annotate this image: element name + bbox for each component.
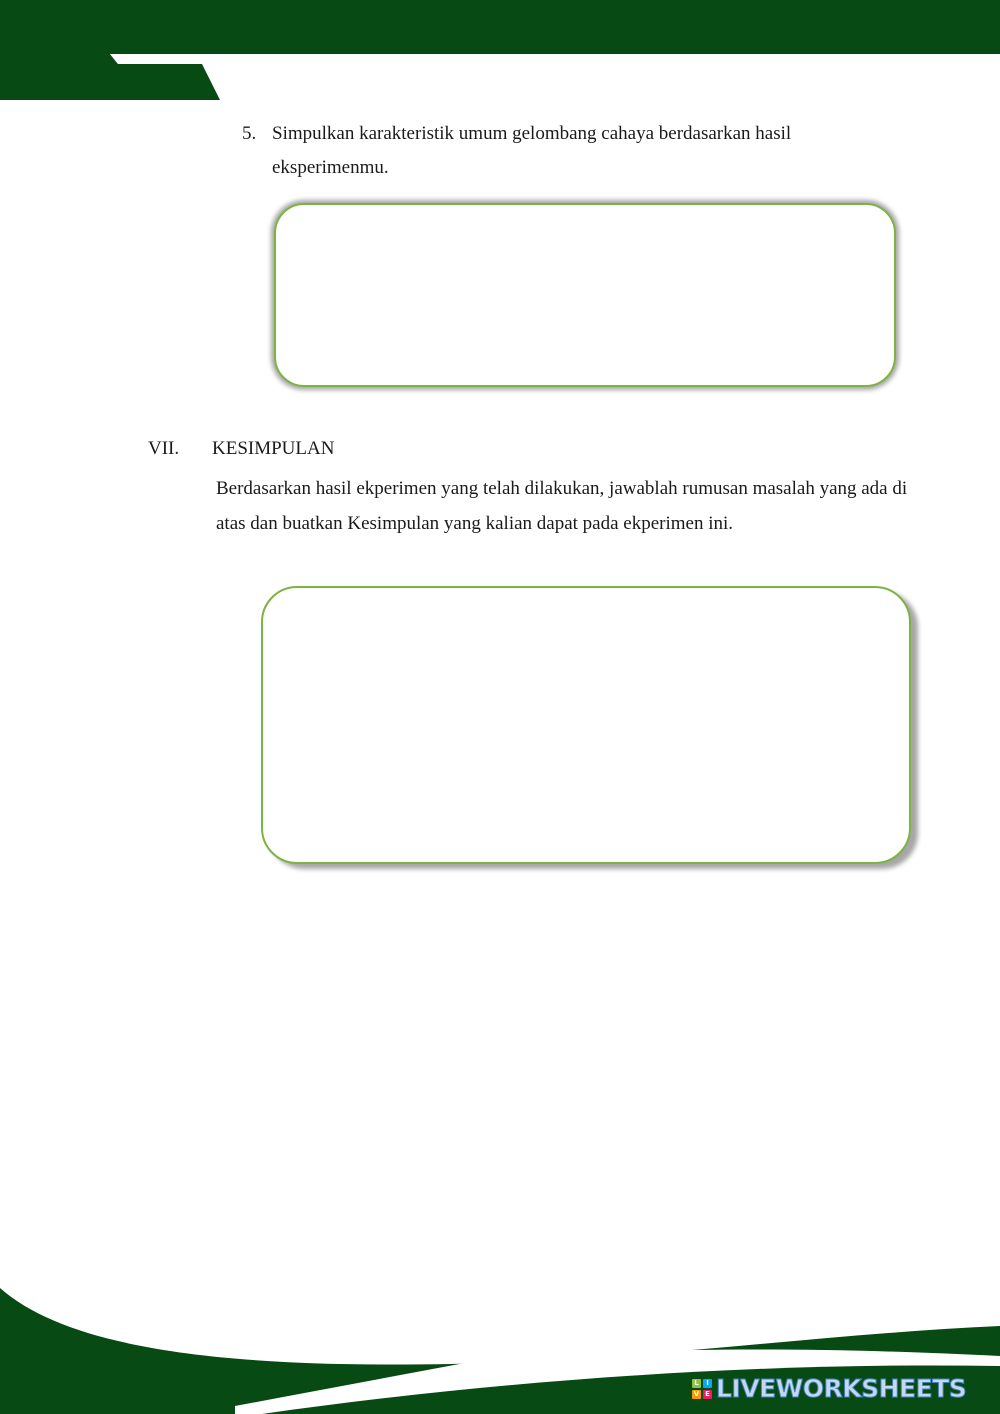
liveworksheets-logo-icon <box>692 1379 712 1399</box>
question-text: Simpulkan karakteristik umum gelombang cahaya berdasarkan hasil eksperimenmu. <box>272 123 792 178</box>
section-number: VII. <box>148 438 180 459</box>
logo-cell: L <box>692 1379 701 1388</box>
section-instructions: Berdasarkan hasil ekperimen yang telah dilakukan, jawablah rumusan masalah yang ada di atas dan buatkan Kesimpulan yang kalian dapat pada ekperimen ini. <box>216 478 908 534</box>
answer-box-conclusion[interactable] <box>261 586 911 864</box>
logo-cell: V <box>693 1390 700 1398</box>
header-notch <box>110 54 205 64</box>
section-title: KESIMPULAN <box>212 438 335 459</box>
header-decoration <box>0 0 1000 110</box>
header-bar <box>0 0 1000 54</box>
answer-box-question-5[interactable] <box>274 203 896 387</box>
liveworksheets-logo-text: LIVEWORKSHEETS <box>716 1374 967 1403</box>
question-number: 5. <box>242 123 257 144</box>
logo-cell: I <box>703 1379 712 1388</box>
liveworksheets-logo <box>692 1374 966 1403</box>
logo-cell: E <box>703 1390 712 1399</box>
